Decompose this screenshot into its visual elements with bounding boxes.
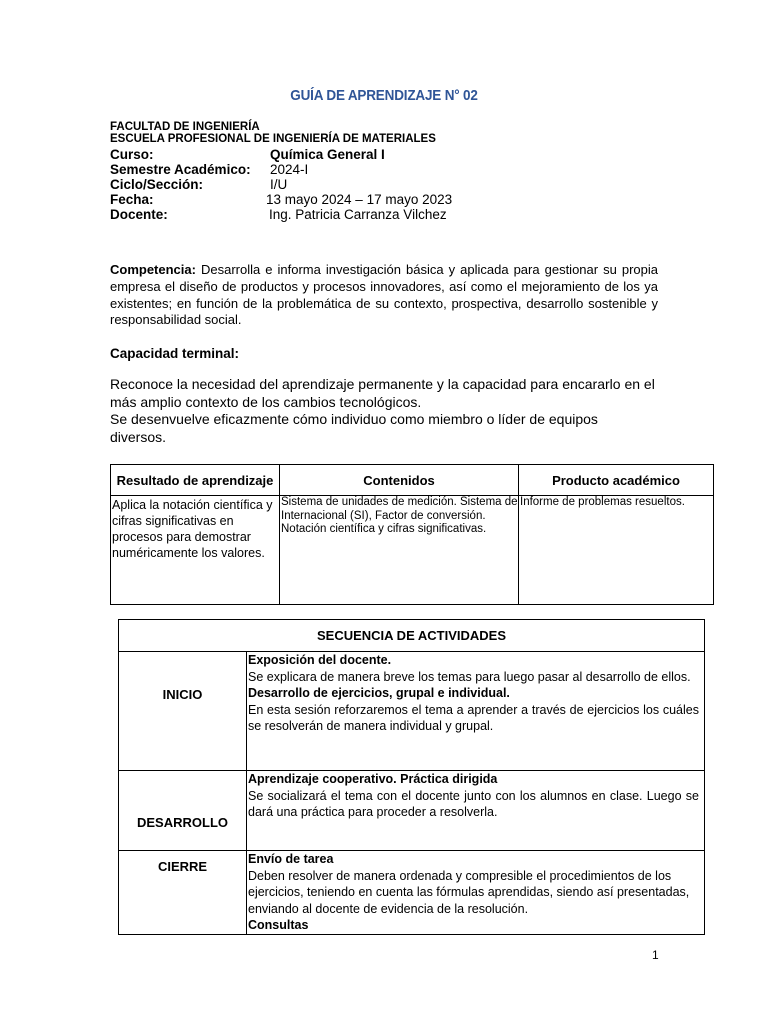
phase-desarrollo: DESARROLLO xyxy=(119,771,247,851)
phase-cierre: CIERRE xyxy=(119,851,247,935)
activities-table xyxy=(118,619,705,935)
school-name: ESCUELA PROFESIONAL DE INGENIERÍA DE MATERIALES xyxy=(110,133,436,145)
faculty-name: FACULTAD DE INGENIERÍA xyxy=(110,121,260,133)
cycle-value: I/U xyxy=(270,177,288,192)
teacher-value: Ing. Patricia Carranza Vilchez xyxy=(269,207,447,222)
activities-header: SECUENCIA DE ACTIVIDADES xyxy=(119,620,705,652)
capacidad-line-1: Reconoce la necesidad del aprendizaje permanente y la capacidad para encararlo en el más amplio contexto de los cambios tecnológicos. xyxy=(110,376,655,410)
page-number: 1 xyxy=(652,948,659,962)
course-label: Curso: xyxy=(110,147,154,162)
cell-producto: Informe de problemas resueltos. xyxy=(519,496,714,605)
cell-contenidos: Sistema de unidades de medición. Sistema de Internacional (SI), Factor de conversión. Notación científica y cifras significativas. xyxy=(280,496,519,605)
desarrollo-heading: Aprendizaje cooperativo. Práctica dirigida xyxy=(248,772,498,786)
date-value: 13 mayo 2024 – 17 mayo 2023 xyxy=(266,192,453,207)
cell-resultado: Aplica la notación científica y cifras significativas en procesos para demostrar numéricamente los valores. xyxy=(111,496,280,605)
header-producto: Producto académico xyxy=(519,465,714,496)
teacher-label: Docente: xyxy=(110,207,168,222)
outcomes-table xyxy=(110,464,714,605)
header-resultado: Resultado de aprendizaje xyxy=(111,465,280,496)
competencia-paragraph xyxy=(110,262,658,329)
date-label: Fecha: xyxy=(110,192,154,207)
header-contenidos: Contenidos xyxy=(280,465,519,496)
phase-inicio: INICIO xyxy=(119,652,247,771)
course-value: Química General I xyxy=(270,147,385,162)
competencia-label: Competencia: xyxy=(110,262,196,277)
inicio-heading-2: Desarrollo de ejercicios, grupal e individual. xyxy=(248,686,510,700)
document-title: GUÍA DE APRENDIZAJE N° 02 xyxy=(290,87,478,104)
inicio-text-1: Se explicara de manera breve los temas para luego pasar al desarrollo de ellos. xyxy=(248,669,691,684)
cierre-text: Deben resolver de manera ordenada y compresible el procedimientos de los ejercicios, teniendo en cuenta las fórmulas aprendidas, siendo así presentadas, enviando al docente de evidencia de la resolución. xyxy=(248,868,690,916)
desarrollo-content xyxy=(247,771,705,851)
capacidad-heading: Capacidad terminal: xyxy=(110,346,240,361)
cycle-label: Ciclo/Sección: xyxy=(110,177,204,192)
semester-value: 2024-I xyxy=(270,162,309,177)
competencia-text: Desarrolla e informa investigación básica y aplicada para gestionar su propia empresa el diseño de productos y procesos innovadores, así como el mejoramiento de los ya existentes; en función de la problemática de su contexto, prospectiva, desarrollo sostenible y responsabilidad social. xyxy=(110,262,658,328)
capacidad-line-2: Se desenvuelve eficazmente cómo individuo como miembro o líder de equipos diversos. xyxy=(110,411,598,445)
inicio-heading-1: Exposición del docente. xyxy=(248,653,392,667)
cierre-heading-2: Consultas xyxy=(248,918,309,932)
semester-label: Semestre Académico: xyxy=(110,162,251,177)
desarrollo-text: Se socializará el tema con el docente junto con los alumnos en clase. Luego se dará una práctica para proceder a resolverla. xyxy=(248,788,699,819)
cierre-heading-1: Envío de tarea xyxy=(248,852,334,866)
cierre-content xyxy=(247,851,705,935)
inicio-content xyxy=(247,652,705,771)
inicio-text-2: En esta sesión reforzaremos el tema a aprender a través de ejercicios los cuáles se resolverán de manera individual y grupal. xyxy=(248,702,699,733)
